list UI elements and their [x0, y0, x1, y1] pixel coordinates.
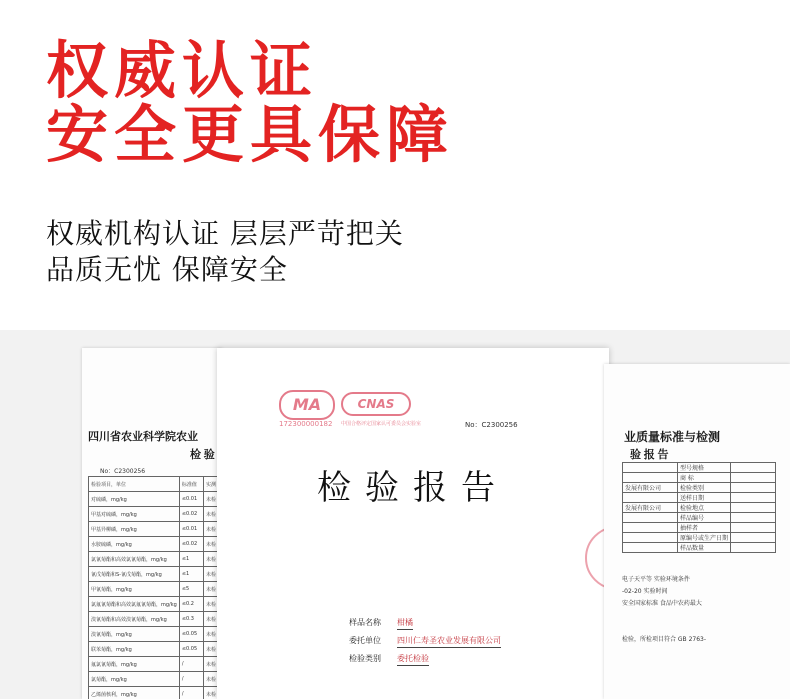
- table-row: [89, 552, 222, 567]
- table-cell: [731, 503, 776, 513]
- table-row: [89, 582, 222, 597]
- right-report-subtitle: 验 报 告: [630, 449, 669, 461]
- subtitle-line1: 权威机构认证 层层严苛把关: [46, 217, 404, 250]
- field-category-label: 检验类别: [349, 654, 381, 663]
- right-report-table: [622, 462, 776, 553]
- table-cell: 标准值: [179, 477, 203, 492]
- table-cell: ≤0.05: [179, 627, 203, 642]
- right-report-title: 业质量标准与检测: [624, 430, 721, 444]
- table-cell: ≤5: [179, 582, 203, 597]
- headline-line2: 安全更具保障: [46, 98, 455, 171]
- table-row: [623, 513, 776, 523]
- table-cell: ≤0.2: [179, 597, 203, 612]
- table-cell: ≤0.05: [179, 642, 203, 657]
- table-row: [89, 687, 222, 699]
- right-note-2: -02-20 实验时间: [622, 588, 668, 595]
- table-cell: 检验地点: [678, 503, 731, 513]
- table-cell: 氰戊菊酯和S-氰戊菊酯，mg/kg: [89, 567, 180, 582]
- table-row: [89, 567, 222, 582]
- table-row: [89, 657, 222, 672]
- right-note-4: 检验，所检项目符合 GB 2763-: [622, 636, 707, 643]
- table-cell: 未检: [203, 567, 221, 582]
- left-report-org: 四川省农业科学院农业: [88, 431, 198, 443]
- table-cell: [623, 543, 678, 553]
- table-cell: ≤1: [179, 552, 203, 567]
- table-row: [623, 473, 776, 483]
- table-cell: 对硫磷，mg/kg: [89, 492, 180, 507]
- table-cell: [623, 463, 678, 473]
- table-cell: 实测: [203, 477, 221, 492]
- right-note-1: 电子天平等 实验环境条件: [622, 576, 690, 583]
- table-cell: 氯氰菊酯和高效氯氰菊酯，mg/kg: [89, 552, 180, 567]
- field-category-value: 委托检验: [397, 653, 429, 666]
- table-cell: 未检: [203, 507, 221, 522]
- table-row: [623, 493, 776, 503]
- table-cell: 原编号或生产日期: [678, 533, 731, 543]
- table-row: [89, 477, 222, 492]
- right-report-page: [604, 364, 790, 699]
- table-row: [89, 612, 222, 627]
- table-cell: 抽样者: [678, 523, 731, 533]
- table-row: [623, 483, 776, 493]
- table-cell: 甲基对硫磷，mg/kg: [89, 507, 180, 522]
- report-title: 检验报告: [317, 470, 509, 507]
- table-cell: 氟氯氰菊酯，mg/kg: [89, 657, 180, 672]
- table-cell: [623, 523, 678, 533]
- table-cell: 氯氟氰菊酯和高效氯氟氰菊酯，mg/kg: [89, 597, 180, 612]
- table-cell: [731, 483, 776, 493]
- ma-logo: MA: [279, 390, 335, 420]
- table-cell: [731, 473, 776, 483]
- table-cell: 发展有限公司: [623, 483, 678, 493]
- table-cell: [731, 493, 776, 503]
- table-cell: 溴氰菊酯，mg/kg: [89, 627, 180, 642]
- table-cell: 检验类别: [678, 483, 731, 493]
- headline-line1: 权威认证: [46, 34, 319, 107]
- right-note-3: 安全国家标准 食品中农药最大: [622, 600, 702, 607]
- subtitle-line2: 品质无忧 保障安全: [46, 253, 288, 286]
- table-cell: 未检: [203, 597, 221, 612]
- table-cell: 未检: [203, 537, 221, 552]
- table-cell: ≤0.01: [179, 492, 203, 507]
- table-cell: 未检: [203, 642, 221, 657]
- table-cell: 甲基异柳磷，mg/kg: [89, 522, 180, 537]
- table-cell: 水胺硫磷，mg/kg: [89, 537, 180, 552]
- table-cell: 型号规格: [678, 463, 731, 473]
- table-cell: 样品编号: [678, 513, 731, 523]
- table-row: [89, 597, 222, 612]
- table-cell: ≤0.02: [179, 537, 203, 552]
- table-row: [89, 537, 222, 552]
- table-cell: /: [179, 687, 203, 699]
- table-row: [89, 642, 222, 657]
- table-cell: 未检: [203, 552, 221, 567]
- table-cell: 未检: [203, 657, 221, 672]
- table-row: [623, 533, 776, 543]
- table-row: [89, 492, 222, 507]
- field-sample-name-label: 样品名称: [349, 618, 381, 627]
- table-cell: ≤0.3: [179, 612, 203, 627]
- table-cell: 未检: [203, 522, 221, 537]
- left-report-page: [82, 348, 222, 699]
- table-cell: 未检: [203, 672, 221, 687]
- table-cell: 未检: [203, 612, 221, 627]
- cnas-caption: 中国合格评定国家认可委员会实验室: [341, 421, 422, 427]
- table-cell: [731, 543, 776, 553]
- table-cell: 样品数量: [678, 543, 731, 553]
- table-cell: 乙烯菌核利，mg/kg: [89, 687, 180, 699]
- table-row: [623, 463, 776, 473]
- main-report-page: [217, 348, 609, 699]
- table-cell: 未检: [203, 627, 221, 642]
- table-cell: 联苯菊酯，mg/kg: [89, 642, 180, 657]
- table-cell: ≤0.01: [179, 522, 203, 537]
- table-row: [623, 503, 776, 513]
- table-cell: 氯菊酯，mg/kg: [89, 672, 180, 687]
- table-cell: ≤0.02: [179, 507, 203, 522]
- table-row: [623, 523, 776, 533]
- field-client-label: 委托单位: [349, 636, 381, 645]
- table-row: [623, 543, 776, 553]
- table-cell: 未检: [203, 582, 221, 597]
- table-cell: 溴氰菊酯和高效溴氰菊酯，mg/kg: [89, 612, 180, 627]
- field-sample-name-value: 柑橘: [397, 617, 413, 630]
- left-report-subtitle: 检 验: [190, 449, 215, 461]
- table-cell: [731, 463, 776, 473]
- table-cell: 商 标: [678, 473, 731, 483]
- table-cell: 甲氰菊酯，mg/kg: [89, 582, 180, 597]
- table-cell: [731, 513, 776, 523]
- table-cell: [623, 473, 678, 483]
- table-cell: /: [179, 657, 203, 672]
- report-number: No：C2300256: [465, 421, 518, 429]
- ma-certificate-number: 172300000182: [279, 420, 333, 428]
- table-row: [89, 627, 222, 642]
- table-cell: 未检: [203, 687, 221, 699]
- table-cell: 发展有限公司: [623, 503, 678, 513]
- table-cell: 送样日期: [678, 493, 731, 503]
- table-cell: ≤1: [179, 567, 203, 582]
- table-cell: 检验项目，单位: [89, 477, 180, 492]
- table-cell: [623, 533, 678, 543]
- table-cell: [731, 533, 776, 543]
- table-cell: 未检: [203, 492, 221, 507]
- table-cell: [623, 493, 678, 503]
- table-cell: /: [179, 672, 203, 687]
- table-cell: [623, 513, 678, 523]
- left-report-number: No：C2300256: [100, 468, 146, 475]
- field-client-value: 四川仁寿圣农业发展有限公司: [397, 635, 501, 648]
- table-row: [89, 522, 222, 537]
- table-row: [89, 672, 222, 687]
- table-cell: [731, 523, 776, 533]
- left-report-table: [88, 476, 222, 699]
- table-row: [89, 507, 222, 522]
- cnas-logo: CNAS: [341, 392, 411, 416]
